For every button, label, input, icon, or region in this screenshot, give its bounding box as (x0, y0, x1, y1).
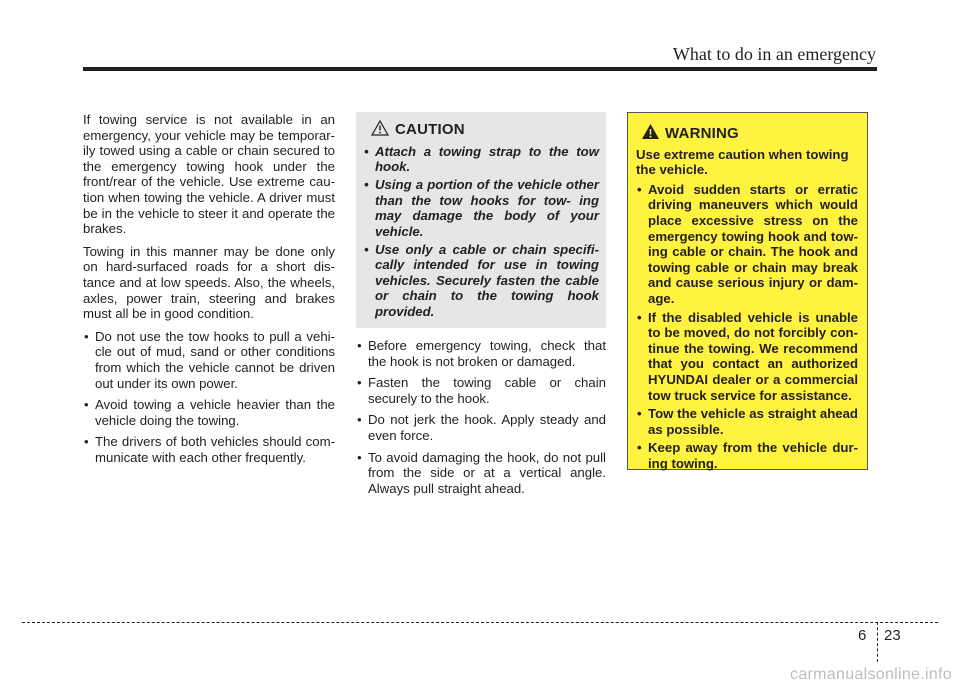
list-item: • The drivers of both vehicles should com- municate with each other frequently. (83, 434, 335, 465)
left-column (83, 112, 335, 471)
footer-rule (22, 622, 938, 623)
warning-intro: Use extreme caution when towing the vehicle. (636, 146, 849, 178)
list-item: • Do not use the tow hooks to pull a vehi- cle out of mud, sand or other conditions from which the vehicle cannot be driven out under its own power. (83, 329, 335, 391)
paragraph: If towing service is not available in an emergency, your vehicle may be temporar- ily towed using a cable or chain secured to the emergency towing hook under the front/rear of the vehicle. Use extreme cau- tion when towing the vehicle. A driver must be in the vehicle to steer it and operate the brakes. (83, 112, 335, 237)
bullet-list (83, 329, 335, 466)
section-title: What to do in an emergency (672, 44, 876, 64)
list-item: • Keep away from the vehicle dur- ing towing. (636, 440, 858, 471)
footer-divider (877, 622, 878, 662)
list-item: • Tow the vehicle as straight ahead as possible. (636, 406, 858, 437)
chapter-number: 6 (858, 627, 867, 644)
caution-header (371, 120, 599, 140)
caution-list (363, 144, 599, 319)
list-item: • Use only a cable or chain specifi- cally intended for use in towing vehicles. Securely fasten the cable or chain to the towing hook provided. (363, 242, 599, 319)
watermark: carmanualsonline.info (790, 666, 952, 683)
caution-box (356, 112, 606, 328)
list-item: • To avoid damaging the hook, do not pull from the side or at a vertical angle. Always pull straight ahead. (356, 450, 606, 497)
caution-title: CAUTION (395, 121, 465, 138)
header-rule (83, 67, 877, 71)
list-item: • Do not jerk the hook. Apply steady and even force. (356, 412, 606, 443)
page-number: 23 (884, 627, 901, 644)
bullet-list (356, 338, 606, 496)
list-item: • Avoid towing a vehicle heavier than the vehicle doing the towing. (83, 397, 335, 428)
warning-title: WARNING (665, 124, 739, 142)
warning-box (627, 112, 868, 470)
list-item: • Fasten the towing cable or chain securely to the hook. (356, 375, 606, 406)
warning-triangle-icon (641, 123, 660, 144)
caution-triangle-icon (371, 120, 389, 140)
middle-column (356, 112, 606, 502)
list-item: • Before emergency towing, check that the hook is not broken or damaged. (356, 338, 606, 369)
list-item: • Avoid sudden starts or erratic driving maneuvers which would place excessive stress on the emergency towing hook and tow- ing cable or chain. The hook and towing cable or chain may break and cause serious injury or dam- age. (636, 182, 858, 307)
list-item: • Attach a towing strap to the tow hook. (363, 144, 599, 175)
list-item: • If the disabled vehicle is unable to be moved, do not forcibly con- tinue the towing. We recommend that you contact an authorized HYUNDAI dealer or a commercial tow truck service for assistance. (636, 310, 858, 404)
warning-header (641, 123, 858, 144)
warning-list (636, 182, 858, 472)
paragraph: Towing in this manner may be done only on hard-surfaced roads for a short dis- tance and at low speeds. Also, the wheels, axles, power train, steering and brakes must all be in good condition. (83, 243, 335, 322)
list-item: • Using a portion of the vehicle other than the tow hooks for tow- ing may damage the body of your vehicle. (363, 177, 599, 239)
